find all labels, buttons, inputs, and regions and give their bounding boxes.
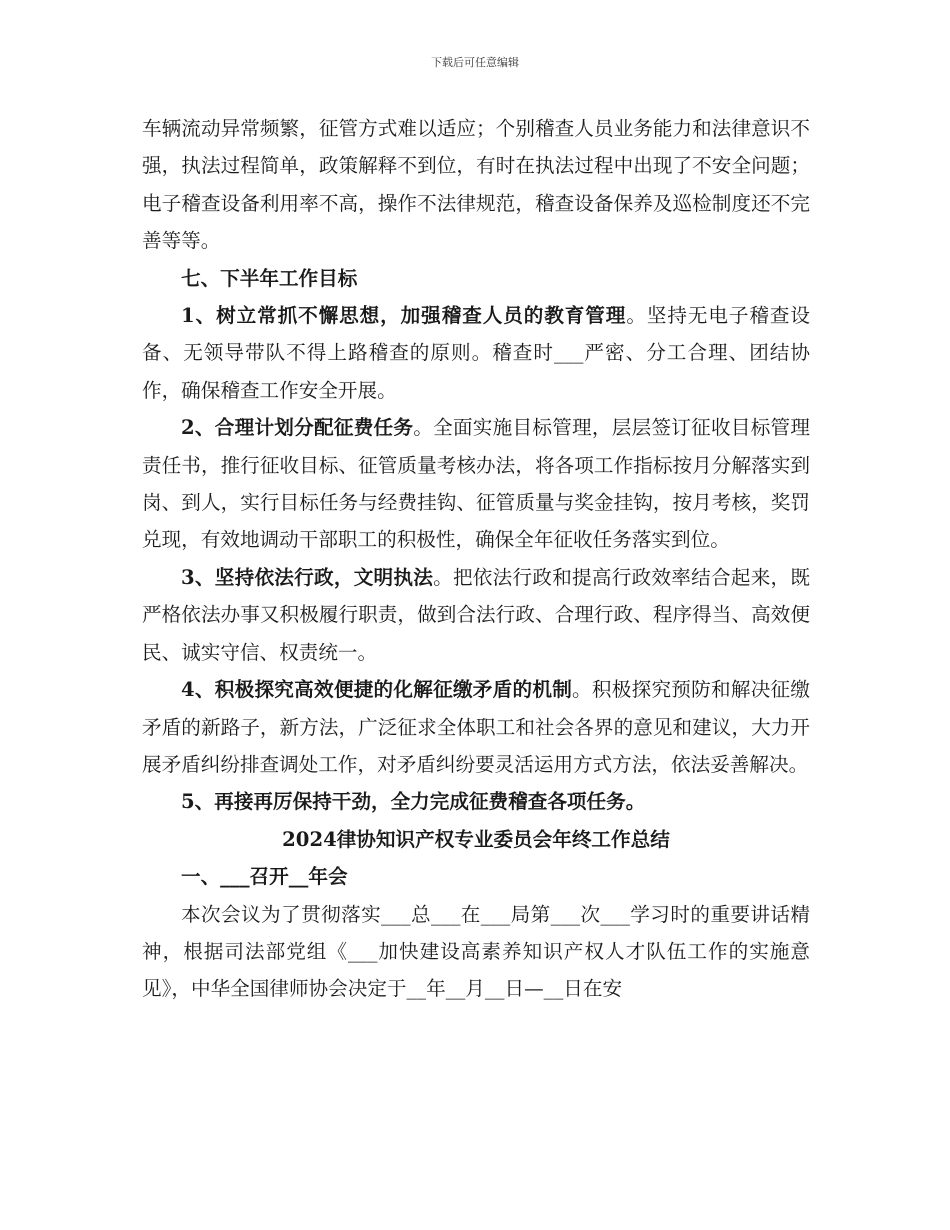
item-1	[142, 297, 810, 409]
item-2	[142, 409, 810, 559]
item-5-heading: 5、再接再厉保持干劲，全力完成征费稽查各项任务。	[181, 790, 646, 814]
paragraph-last: 本次会议为了贯彻落实___总___在___局第___次___学习时的重要讲话精神，根据司法部党组《___加快建设高素养知识产权人才队伍工作的实施意见》，中华全国律师协会决定于__年__月__日—__日在安	[142, 902, 810, 1001]
item-4-text: 。积极探究预防和解决征缴矛盾的新路子，新方法，广泛征求全体职工和社会各界的意见和建议，大力开展矛盾纠纷排查调处工作，对矛盾纠纷要灵活运用方式方法，依法妥善解决。	[142, 678, 810, 776]
item-3	[142, 559, 810, 671]
item-4	[142, 671, 810, 783]
item-1-heading: 1、树立常抓不懈思想，加强稽查人员的教育管理	[181, 304, 627, 328]
item-3-text: 。把依法行政和提高行政效率结合起来，既严格依法办事又积极履行职责，做到合法行政、合理行政、程序得当、高效便民、诚实守信、权责统一。	[142, 565, 810, 664]
item-3-heading: 3、坚持依法行政，文明执法	[181, 565, 434, 589]
item-5	[142, 783, 810, 820]
section-heading-1: 一、___召开__年会	[181, 865, 348, 889]
document-body	[142, 110, 810, 1008]
item-4-heading: 4、积极探究高效便捷的化解征缴矛盾的机制	[181, 678, 573, 702]
section-heading-7: 七、下半年工作目标	[181, 266, 358, 290]
item-2-heading: 2、合理计划分配征费任务	[181, 416, 414, 440]
document-title: 2024律协知识产权专业委员会年终工作总结	[282, 827, 670, 851]
item-2-text: 。全面实施目标管理，层层签订征收目标管理责任书，推行征收目标、征管质量考核办法，将各项工作指标按月分解落实到岗、到人，实行目标任务与经费挂钩、征管质量与奖金挂钩，按月考核，奖罚兑现，有效地调动干部职工的积极性，确保全年征收任务落实到位。	[142, 416, 810, 552]
item-1-text: 。坚持无电子稽查设备、无领导带队不得上路稽查的原则。稽查时___严密、分工合理、团结协作，确保稽查工作安全开展。	[142, 304, 811, 402]
paragraph-continuation: 车辆流动异常频繁，征管方式难以适应；个别稽查人员业务能力和法律意识不强，执法过程简单，政策解释不到位，有时在执法过程中出现了不安全问题；电子稽查设备利用率不高，操作不法律规范，稽查设备保养及巡检制度还不完善等等。	[142, 117, 810, 253]
page-header: 下载后可任意编辑	[431, 56, 519, 69]
